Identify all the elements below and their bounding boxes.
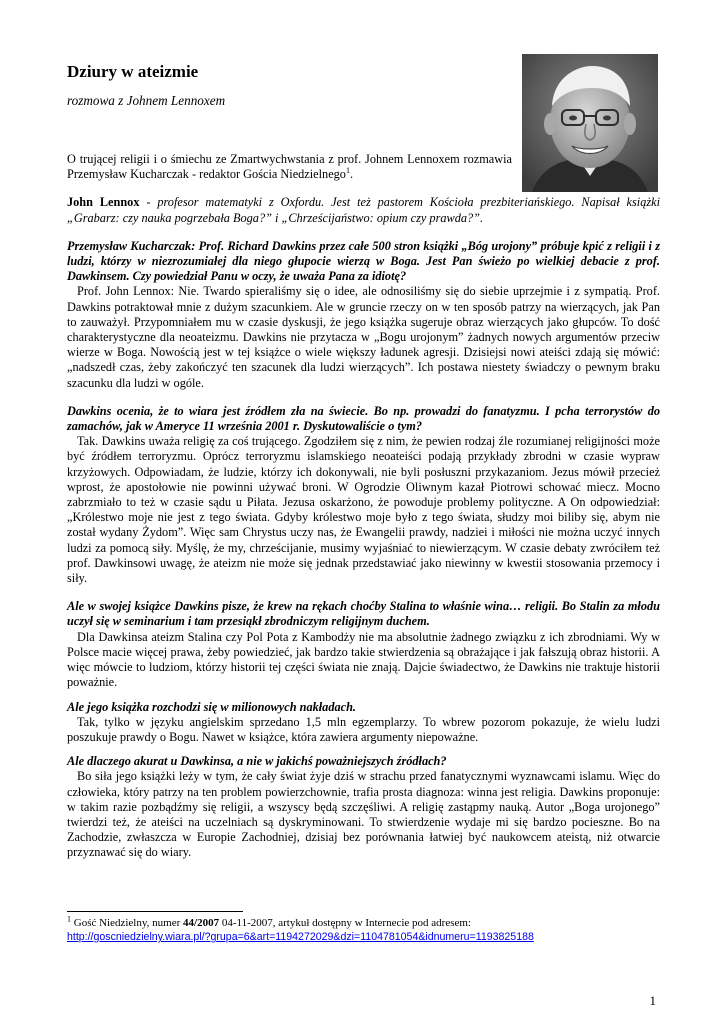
intro-paragraph xyxy=(67,152,512,182)
footnote-text-after: 04-11-2007, artykuł dostępny w Internecie pod adresem: xyxy=(219,917,471,929)
interview-answer: Dla Dawkinsa ateizm Stalina czy Pol Pota z Kambodży nie ma absolutnie żadnego związku z ich zbrodniami. Wy w Polsce macie więcej prawa, żeby powiedzieć, jak bardzo takie stwierdzenia są obrażające i jak fałszują obraz historii. A więc mówcie to ludziom, którzy historii tej części świata nie znają. Dajcie świadectwo, że Dawkins nie traktuje historii poważnie. xyxy=(67,629,660,690)
article-subtitle: rozmowa z Johnem Lennoxem xyxy=(67,93,226,108)
interview-question: Dawkins ocenia, że to wiara jest źródłem zła na świecie. Bo np. prowadzi do fanatyzmu. I pcha terrorystów do zamachów, jak w Ameryce 11 września 2001 r. Dyskutowaliście o tym? xyxy=(67,403,660,434)
page-number: 1 xyxy=(649,993,656,1008)
article-title: Dziury w ateizmie xyxy=(67,62,199,81)
interview-answer: Bo siła jego książki leży w tym, że cały świat żyje dziś w strachu przed fanatycznymi wyznawcami islamu. Więc do człowieka, który patrzy na ten problem powierzchownie, trafia prosta diagnoza: winna jest religia. Dawkins proponuje: w takim razie pozbądźmy się religii, a wszyscy będą szczęśliwi. A religię zastąpmy nauką. Autor „Boga urojonego” twierdzi też, że ateiści na uczelniach są dyskryminowani. To stwierdzenie wydaje mi się bardzo pocieszne. Bo na Zachodzie, zwłaszcza w Europie Zachodniej, dzisiaj bez porównania łatwiej być naukowcem ateistą, niż otwarcie przyznawać się do wiary. xyxy=(67,769,660,860)
intro-text: O trującej religii i o śmiechu ze Zmartwychwstania z prof. Johnem Lennoxem rozmawia Przemysław Kucharczak - redaktor Gościa Niedzielnego xyxy=(67,152,512,182)
footnote xyxy=(67,916,660,944)
interview-answer: Prof. John Lennox: Nie. Twardo spieraliśmy się o idee, ale odnosiliśmy się do siebie uprzejmie i z sympatią. Prof. Dawkins potraktował mnie z dużym szacunkiem. Ale w gruncie rzeczy on w ten sposób patrzy na wierzących, jak Pan to zauważył. Przypomniałem mu w czasie dyskusji, że jego książka sugeruje obraz wierzących jako głupców. To dość charakterystyczne dla neoateizmu. Dawkins nie przytacza w „Bogu urojonym” żadnych nowych argumentów przeciw wierze w Boga. Nowością jest w tej książce o wiele większy ładunek agresji. Dzisiejsi nowi ateiści zdają się mówić: „nadszedł czas, żeby zakończyć ten szacunek dla ludzi wierzących”. Ich postawa niestety świadczy o pewnym braku szacunku dla ludzi w ogóle. xyxy=(67,284,660,390)
interview-question: Ale dlaczego akurat u Dawkinsa, a nie w jakichś poważniejszych źródłach? xyxy=(67,754,447,769)
document-page xyxy=(67,0,660,1024)
interview-question: Ale w swojej książce Dawkins pisze, że krew na rękach choćby Stalina to właśnie wina… religii. Bo Stalin za młodu uczył się w seminarium i tam przesiąkł zbrodniczym religijnym duchem. xyxy=(67,599,660,629)
bio-name: John Lennox xyxy=(67,195,140,210)
intro-end: . xyxy=(349,167,354,182)
bio-separator: - xyxy=(139,195,158,210)
footnote-marker: 1 xyxy=(67,914,71,924)
interview-answer: Tak, tylko w języku angielskim sprzedano 1,5 mln egzemplarzy. To wbrew pozorom pokazuje, że wielu ludzi poszukuje prawdy o Bogu. Nawet w książce, która zawiera argumenty niepoważne. xyxy=(67,714,660,744)
author-bio xyxy=(67,195,660,225)
interview-answer: Tak. Dawkins uważa religię za coś trującego. Zgodziłem się z nim, że pewien rodzaj źle rozumianej religijności może być źródłem terroryzmu. Oprócz terroryzmu islamskiego neoateiści podają przykłady zbrodni w czasie wypraw krzyżowych. Odpowiadam, że ludzie, którzy ich dokonywali, nie byli posłuszni przykazaniom. Jezus mówił przecież wprost, że apostołowie nie powinni używać broni. W Ogrodzie Oliwnym kazał Piotrowi schować miecz. Mocno zabrzmiało to też w czasie sądu u Piłata. Jezusa oskarżono, że powoduje problemy polityczne. A On odpowiedział: „Królestwo moje nie jest z tego świata. Gdyby królestwo moje było z tego świata, słudzy moi biliby się, abym nie został wydany Żydom”. Więc sam Chrystus uczy nas, że Ewangelii prawdy, nadziei i miłości nie można uczyć innych ludzi za pomocą siły. Myślę, że my, chrześcijanie, musimy wyjaśniać to niewierzącym. W czasie debaty zwróciłem też prof. Dawkinsowi uwagę, że ateizm nie może się jednak przedstawiać jako niewinny w kwestii stosowania przemocy i siły. xyxy=(67,434,660,586)
footnote-reference[interactable]: 1 xyxy=(345,166,350,176)
interview-question: Ale jego książka rozchodzi się w milionowych nakładach. xyxy=(67,699,357,714)
footnote-issue-number: 44/2007 xyxy=(183,917,220,929)
article-body xyxy=(67,152,660,861)
footnote-text-before: Gość Niedzielny, numer xyxy=(71,917,184,929)
interview-question: Przemysław Kucharczak: Prof. Richard Dawkins przez całe 500 stron książki „Bóg urojony” próbuje kpić z religii i z ludzi, którzy w niezrozumiałej dla niego głupocie wierzą w Boga. Jest Pan świeżo po wielkiej debacie z prof. Dawkinsem. Czy powiedział Panu w oczy, że uważa Pana za idiotę? xyxy=(67,238,660,284)
footnote-divider xyxy=(67,911,243,912)
bio-description: profesor matematyki z Oxfordu. Jest też pastorem Kościoła prezbiteriańskiego. Napisał książki „Grabarz: czy nauka pogrzebała Boga?” i „Chrześcijaństwo: opium czy prawda?”. xyxy=(67,195,661,225)
footnote-source-link[interactable]: http://goscniedzielny.wiara.pl/?grupa=6&art=1194272029&dzi=1104781054&idnumeru=1193825188 xyxy=(67,931,534,943)
